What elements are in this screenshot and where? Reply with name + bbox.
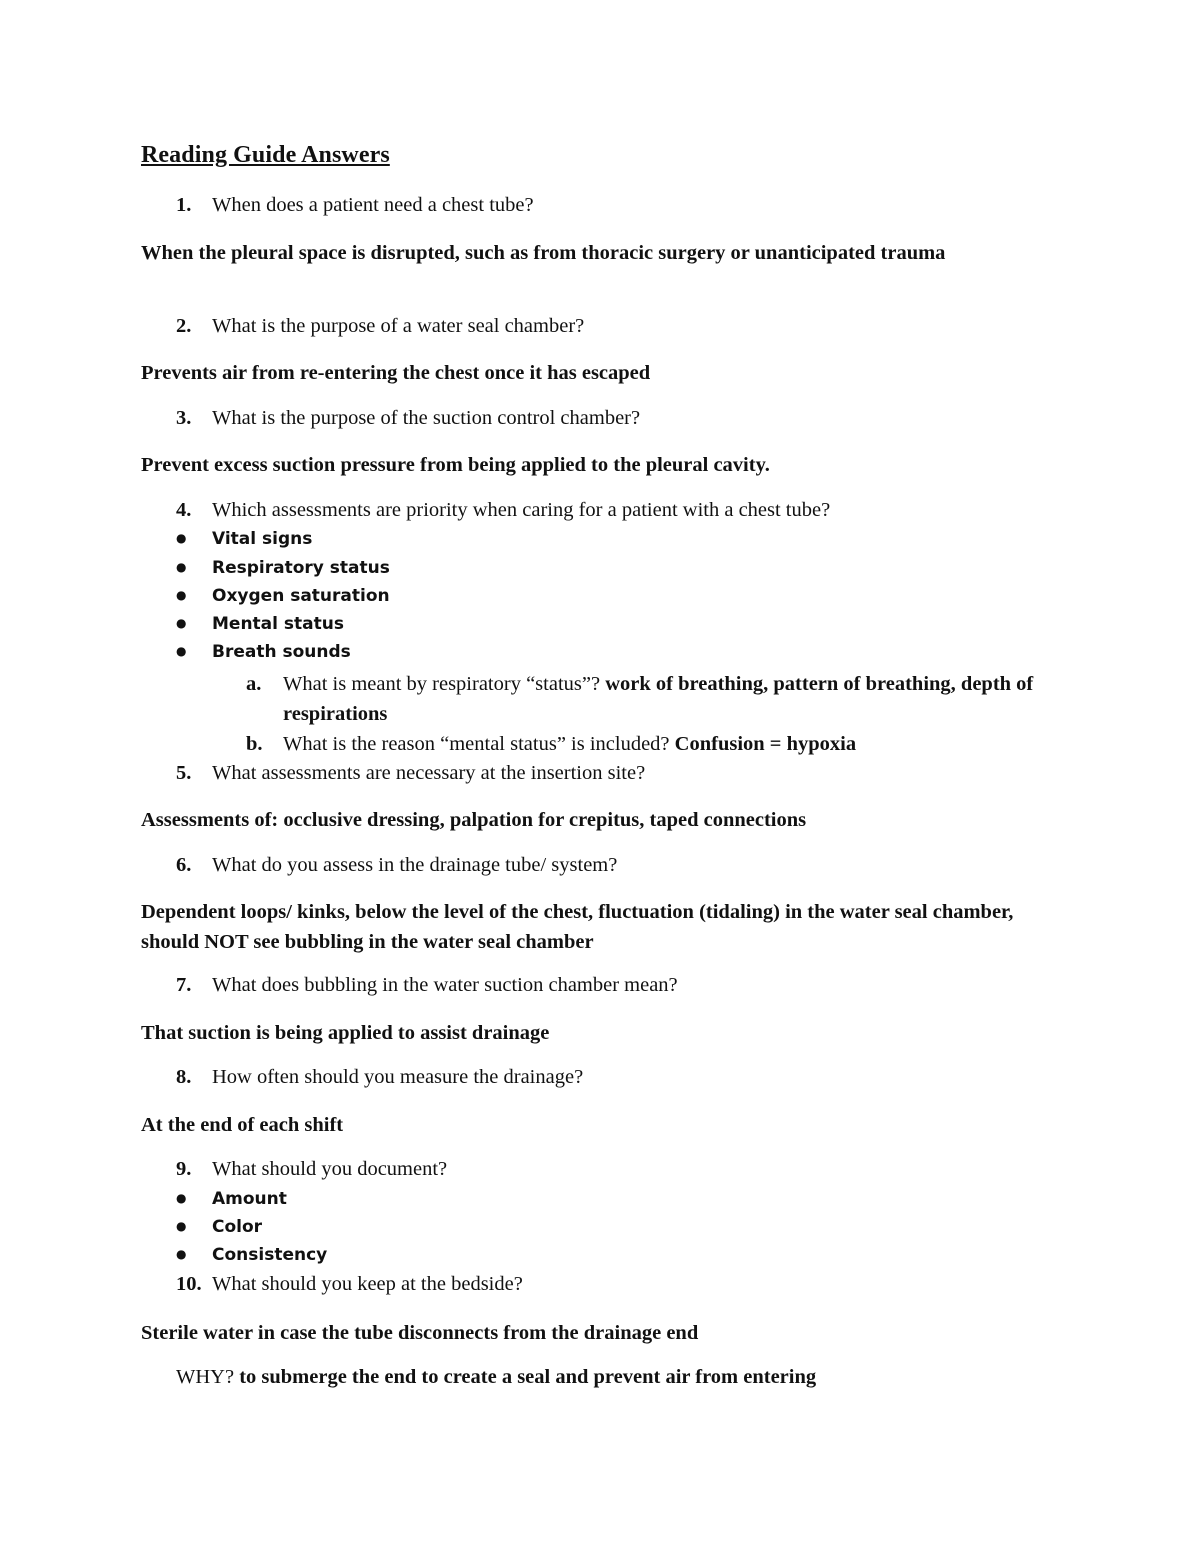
bullet-item: ● Consistency — [176, 1245, 328, 1265]
question-number: 3. — [176, 407, 192, 429]
bullet-dot-icon: ● — [176, 1247, 187, 1261]
sub-question-a — [246, 669, 1066, 729]
question-text: What is the purpose of a water seal chamber? — [212, 315, 585, 337]
question-7 — [176, 974, 678, 997]
question-3 — [176, 407, 640, 430]
bullet-dot-icon: ● — [176, 616, 187, 630]
question-number: 5. — [176, 762, 192, 784]
bullet-item: ● Respiratory status — [176, 558, 390, 578]
question-number: 7. — [176, 974, 192, 996]
question-number: 4. — [176, 499, 192, 521]
question-number: 9. — [176, 1158, 192, 1180]
question-text: When does a patient need a chest tube? — [212, 194, 534, 216]
bullet-item: ● Color — [176, 1217, 263, 1237]
answer-6: Dependent loops/ kinks, below the level of the chest, fluctuation (tidaling) in the water seal chamber, should NOT see bubbling in the water seal chamber — [141, 901, 1014, 953]
answer-5: Assessments of: occlusive dressing, palpation for crepitus, taped connections — [141, 809, 807, 831]
question-text: How often should you measure the drainage? — [212, 1066, 584, 1088]
question-10 — [176, 1273, 523, 1296]
answer-7: That suction is being applied to assist drainage — [141, 1022, 550, 1044]
question-number: 1. — [176, 194, 192, 216]
question-text: What assessments are necessary at the insertion site? — [212, 762, 646, 784]
why-note — [176, 1366, 816, 1389]
why-label: WHY? — [176, 1366, 235, 1388]
question-text: What should you keep at the bedside? — [212, 1273, 523, 1295]
question-9 — [176, 1158, 447, 1181]
question-4 — [176, 499, 830, 522]
question-1 — [176, 194, 534, 217]
sub-question-b — [246, 729, 1066, 759]
answer-1: When the pleural space is disrupted, such as from thoracic surgery or unanticipated trauma — [141, 242, 946, 264]
question-2 — [176, 315, 584, 338]
bullet-item: ● Oxygen saturation — [176, 586, 390, 606]
sub-question-letter: b. — [246, 733, 263, 755]
question-8 — [176, 1066, 583, 1089]
answer-10: Sterile water in case the tube disconnects from the drainage end — [141, 1322, 699, 1344]
question-number: 10. — [176, 1273, 202, 1295]
question-text: What does bubbling in the water suction chamber mean? — [212, 974, 678, 996]
bullet-item: ● Vital signs — [176, 529, 313, 549]
page-title: Reading Guide Answers — [141, 142, 390, 168]
bullet-dot-icon: ● — [176, 531, 187, 545]
bullet-item: ● Amount — [176, 1189, 287, 1209]
sub-question-text: What is the reason “mental status” is included? — [283, 733, 670, 755]
sub-question-letter: a. — [246, 673, 262, 695]
sub-question-answer: Confusion = hypoxia — [674, 733, 857, 755]
why-text: to submerge the end to create a seal and prevent air from entering — [239, 1366, 817, 1388]
question-text: What do you assess in the drainage tube/ system? — [212, 854, 618, 876]
question-number: 8. — [176, 1066, 192, 1088]
answer-3: Prevent excess suction pressure from being applied to the pleural cavity. — [141, 454, 770, 476]
bullet-dot-icon: ● — [176, 1219, 187, 1233]
question-6 — [176, 854, 617, 877]
question-number: 2. — [176, 315, 192, 337]
question-text: What is the purpose of the suction control chamber? — [212, 407, 641, 429]
bullet-dot-icon: ● — [176, 588, 187, 602]
question-text: Which assessments are priority when caring for a patient with a chest tube? — [212, 499, 831, 521]
question-text: What should you document? — [212, 1158, 448, 1180]
bullet-dot-icon: ● — [176, 1191, 187, 1205]
question-number: 6. — [176, 854, 192, 876]
bullet-dot-icon: ● — [176, 560, 187, 574]
bullet-item: ● Breath sounds — [176, 642, 351, 662]
bullet-dot-icon: ● — [176, 644, 187, 658]
bullet-item: ● Mental status — [176, 614, 344, 634]
question-5 — [176, 762, 645, 785]
answer-2: Prevents air from re-entering the chest once it has escaped — [141, 362, 651, 384]
answer-8: At the end of each shift — [141, 1114, 344, 1136]
sub-question-text: What is meant by respiratory “status”? — [283, 673, 601, 695]
sub-question-answer: work of breathing, pattern of breathing, depth of respirations — [283, 673, 1034, 725]
